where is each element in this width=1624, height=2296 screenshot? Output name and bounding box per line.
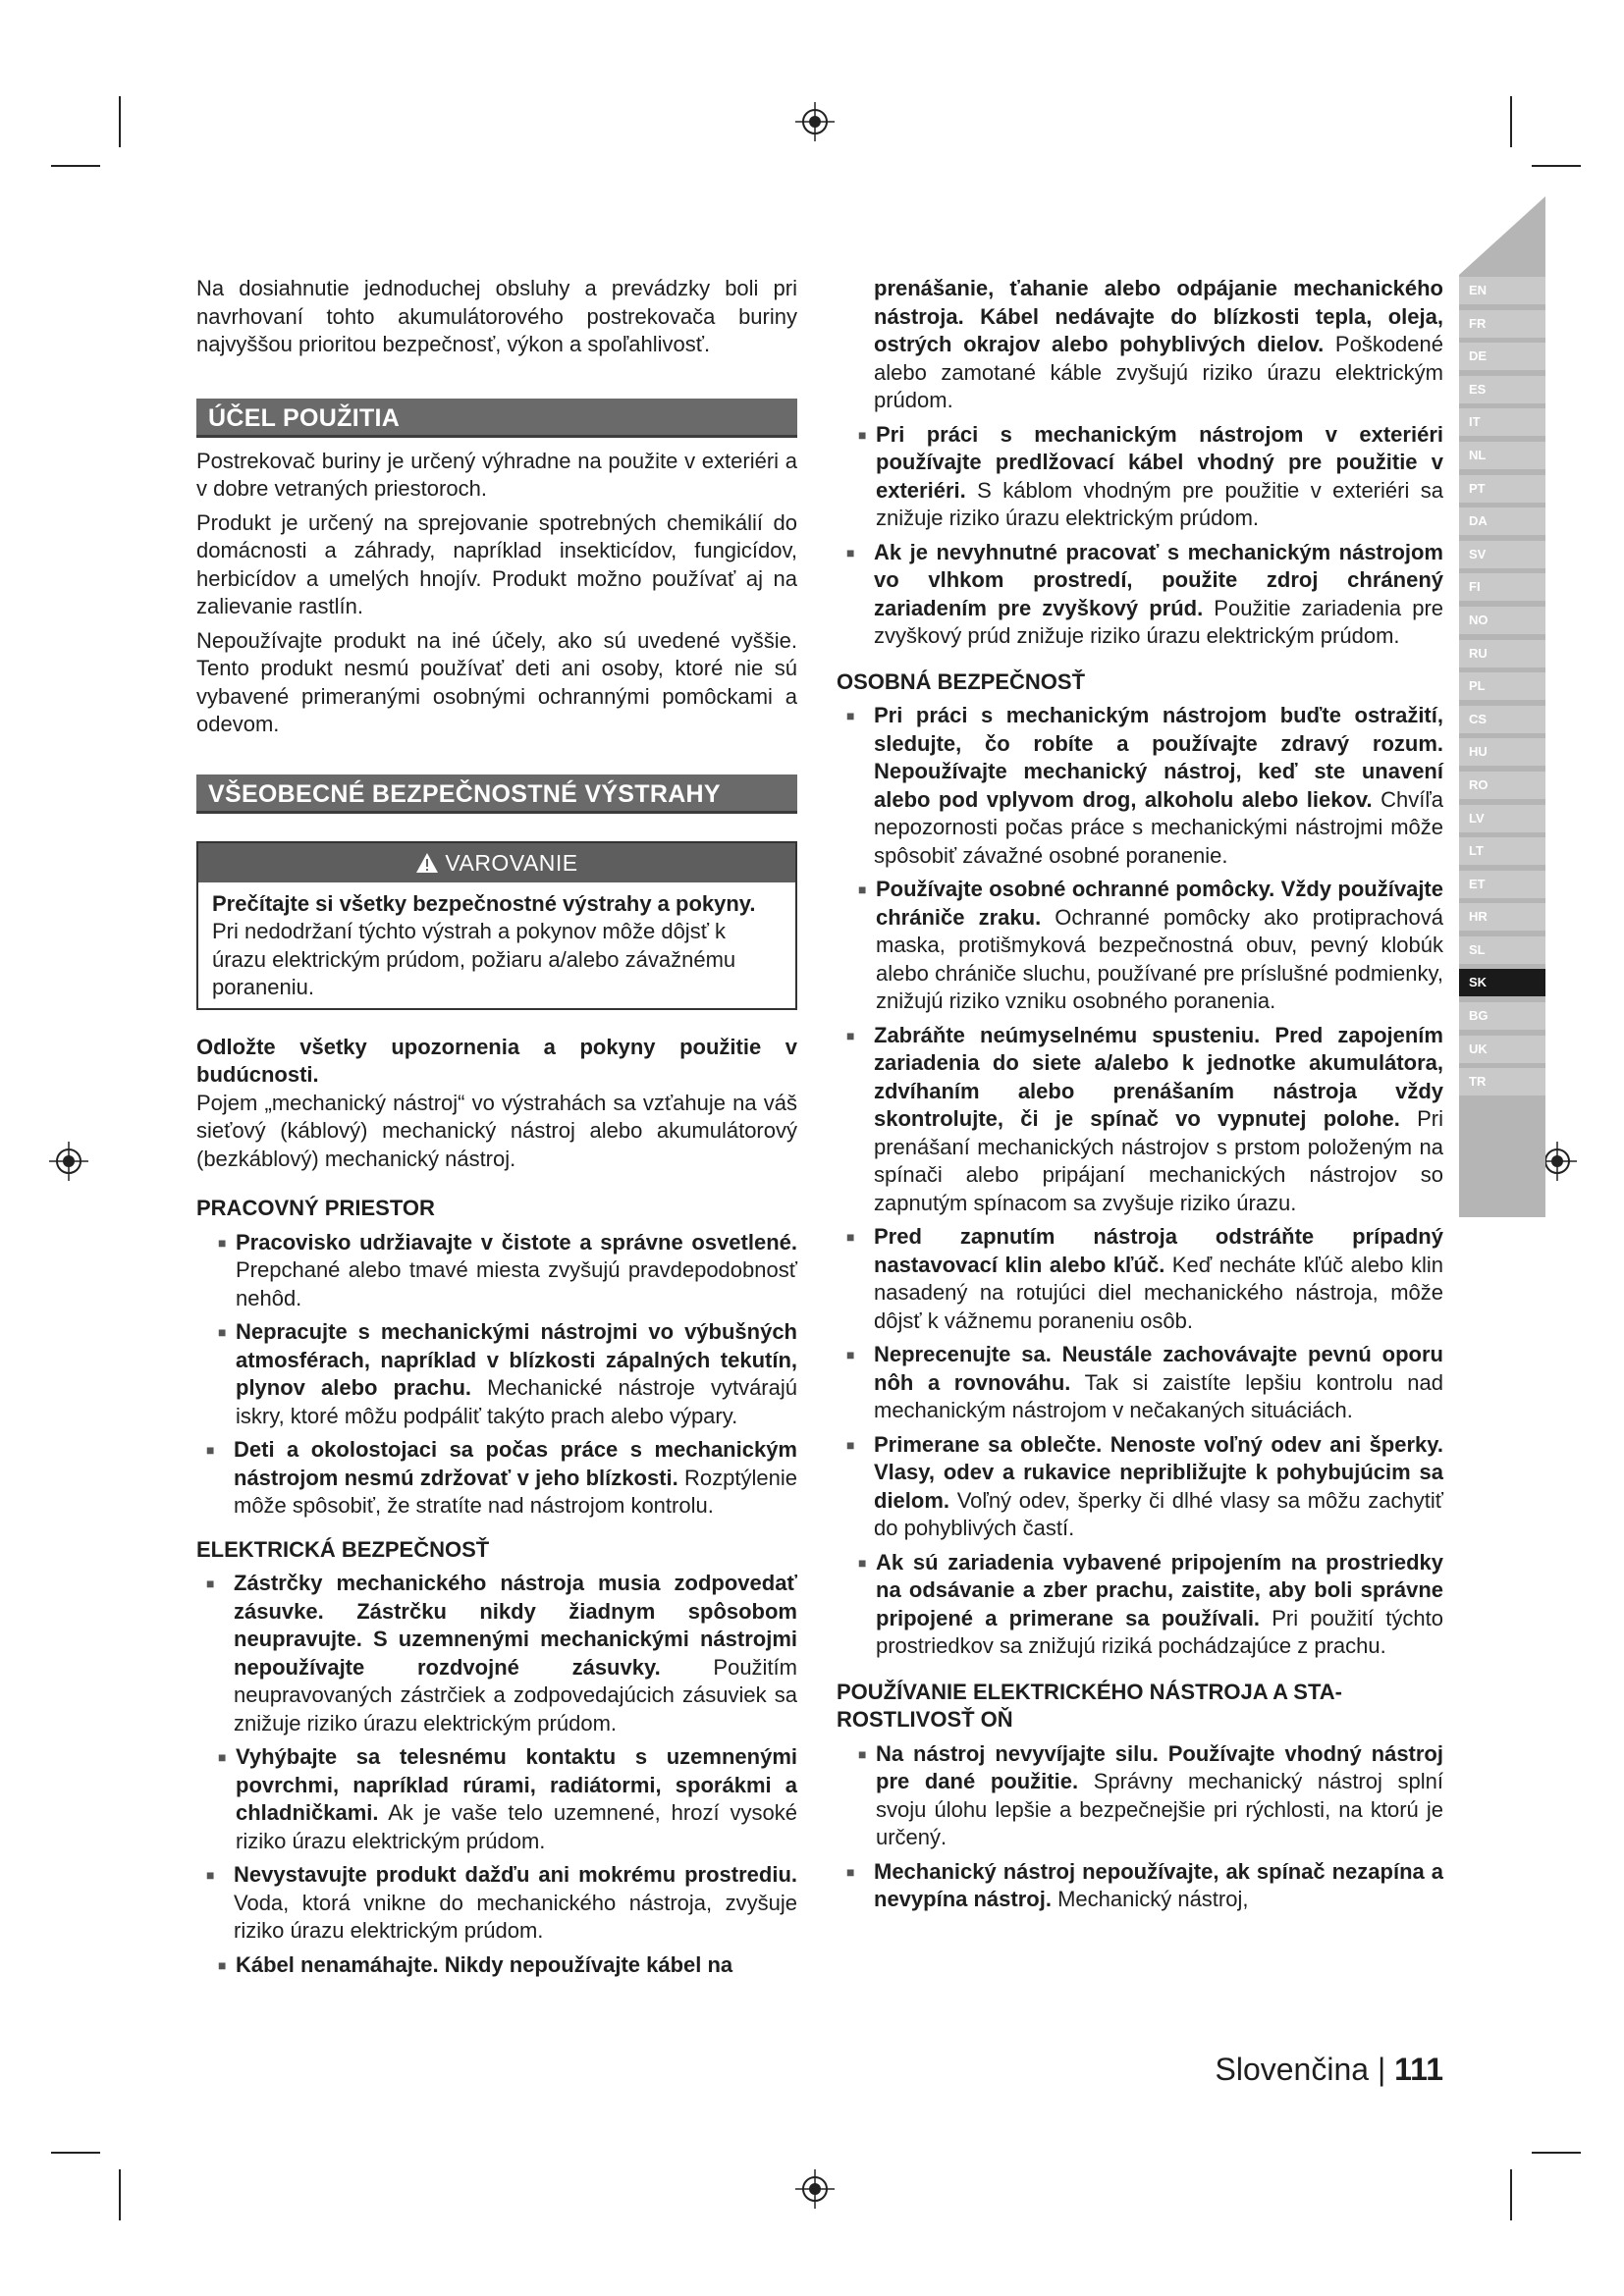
item-bold: Primerane sa oblečte. Nenoste voľný odev ani šperky. Vlasy, odev a rukavice nepribližujte k pohybujúcim sa dielom. — [874, 1431, 1443, 1513]
language-tab-sv[interactable]: SV — [1459, 541, 1545, 568]
warning-box — [196, 841, 797, 1010]
page-number: 111 — [1394, 2052, 1443, 2087]
item-text: Mechanický nástroj, — [1051, 1887, 1249, 1911]
crop-mark — [1510, 2169, 1512, 2220]
item-bold: Pri práci s mechanickým nástrojom buďte ostražití, sledujte, čo robíte a používajte zdravý rozum. Nepoužívajte mechanický nástroj, keď ste unavení alebo pod vplyvom drog, alkoholu alebo liekov. — [874, 703, 1443, 812]
item-bold: Deti a okolostojaci sa počas práce s mechanickým nástrojom nesmú zdržovať v jeho blízkosti. — [234, 1437, 797, 1490]
item-bold: prenášanie, ťahanie alebo odpájanie mechanického nástroja. Kábel nedávajte do blízkosti tepla, oleja, ostrých okrajov alebo pohyblivých dielov. — [874, 276, 1443, 356]
list-item — [837, 1431, 1443, 1543]
crop-mark — [119, 96, 121, 147]
bullet-icon: ■ — [858, 1554, 867, 1571]
bullet-icon: ■ — [846, 544, 855, 561]
left-column — [196, 275, 797, 1985]
list-item — [196, 1861, 797, 1946]
language-tab-lv[interactable]: LV — [1459, 805, 1545, 832]
crop-mark — [51, 165, 100, 167]
item-bold: Ak sú zariadenia vybavené pripojením na prostriedky na odsávanie a zber prachu, zaistite, aby boli správne pripojené a primerane sa používali. — [876, 1549, 1443, 1630]
registration-mark-icon — [795, 102, 835, 141]
language-tab-nl[interactable]: NL — [1459, 442, 1545, 469]
purpose-paragraph: Nepoužívajte produkt na iné účely, ako sú uvedené vyššie. Tento produkt nesmú používať deti ani osoby, ktoré nie sú vybavené primeranými osobnými ochrannými pomôckami a odevom. — [196, 627, 797, 736]
bullet-icon: ■ — [218, 1234, 227, 1251]
page-footer — [1216, 2052, 1444, 2088]
list-item — [837, 1740, 1443, 1852]
list-item — [837, 1341, 1443, 1425]
language-tab-tr[interactable]: TR — [1459, 1068, 1545, 1095]
item-bold: Nevystavujte produkt dažďu ani mokrému prostrediu. — [234, 1862, 797, 1887]
list-item — [196, 1229, 797, 1313]
bullet-icon: ■ — [846, 1436, 855, 1453]
item-text: Poškodené alebo zamotané káble zvyšujú riziko úrazu elektrickým prúdom. — [874, 332, 1443, 412]
bullet-icon: ■ — [206, 1575, 215, 1591]
language-tab-no[interactable]: NO — [1459, 607, 1545, 634]
footer-separator: | — [1377, 2052, 1386, 2087]
language-tab-it[interactable]: IT — [1459, 408, 1545, 436]
bullet-icon: ■ — [846, 1863, 855, 1880]
warning-text: Pri nedodržaní týchto výstrah a pokynov môže dôjsť k úrazu elektrickým prúdom, požiaru a/alebo závažnému poraneniu. — [212, 919, 736, 999]
subheading-personal: OSOBNÁ BEZPEČNOSŤ — [837, 668, 1086, 694]
warning-body — [198, 882, 795, 1008]
warning-triangle-icon — [415, 852, 439, 874]
crop-mark — [51, 2152, 100, 2154]
footer-language: Slovenčina — [1215, 2052, 1370, 2087]
list-item — [196, 1743, 797, 1855]
list-item — [196, 1570, 797, 1737]
language-tab-cs[interactable]: CS — [1459, 706, 1545, 733]
item-bold: Ak je nevyhnutné pracovať s mechanickým nástrojom vo vlhkom prostredí, použite zdroj chránený zariadením pre zvyškový prúd. — [874, 539, 1443, 620]
item-bold: Mechanický nástroj nepoužívajte, ak spínač nezapína a nevypína nástroj. — [874, 1858, 1443, 1911]
list-item — [837, 1022, 1443, 1218]
list-item — [837, 421, 1443, 533]
language-tab-en[interactable]: EN — [1459, 277, 1545, 304]
item-text: Mechanické nástroje vytvárajú iskry, ktoré môžu podpáliť takýto prach alebo výpary. — [236, 1375, 797, 1428]
language-tab-pl[interactable]: PL — [1459, 672, 1545, 700]
item-bold: Používajte osobné ochranné pomôcky. Vždy používajte chrániče zraku. — [876, 877, 1443, 930]
item-bold: Zástrčky mechanického nástroja musia zodpovedať zásuvke. Zástrčku nikdy žiadnym spôsobom neupravujte. S uzemnenými mechanickými nástrojmi nepoužívajte rozdvojné zásuvky. — [234, 1571, 797, 1680]
warning-title: VAROVANIE — [445, 849, 578, 876]
language-tab-pt[interactable]: PT — [1459, 475, 1545, 503]
crop-mark — [1532, 165, 1581, 167]
language-tab-fr[interactable]: FR — [1459, 310, 1545, 338]
item-text: Použitie zariadenia pre zvyškový prúd znižuje riziko úrazu elektrickým prúdom. — [874, 595, 1444, 648]
language-tab-hu[interactable]: HU — [1459, 738, 1545, 766]
item-text: Správny mechanický nástroj splní svoju úlohu lepšie a bezpečnejšie pri rýchlosti, na ktorú je určený. — [876, 1769, 1443, 1849]
keep-instructions: Odložte všetky upozornenia a pokyny použitie v budúcnosti. — [196, 1034, 797, 1087]
item-text: Rozptýlenie môže spôsobiť, že stratíte nad nástrojom kontrolu. — [234, 1465, 797, 1518]
item-text: Ak je vaše telo uzemnené, hrozí vysoké riziko úrazu elektrickým prúdom. — [236, 1800, 797, 1853]
registration-mark-icon — [49, 1142, 88, 1181]
language-tab-ro[interactable]: RO — [1459, 772, 1545, 799]
bullet-spacer — [837, 275, 874, 415]
crop-mark — [1532, 2152, 1581, 2154]
list-item — [196, 1951, 797, 1980]
subheading-work-area: PRACOVNÝ PRIESTOR — [196, 1196, 435, 1220]
item-bold: Kábel nenamáhajte. Nikdy nepoužívajte kábel na — [236, 1951, 733, 1977]
list-item — [196, 1436, 797, 1521]
list-item — [837, 1858, 1443, 1914]
bullet-icon: ■ — [858, 1745, 867, 1762]
item-text: Keď necháte kľúč alebo klin nasadený na rotujúci diel mechanického nástroja, môže dôjsť k vážnemu poraneniu osôb. — [874, 1252, 1443, 1333]
item-bold: Zabráňte neúmyselnému spusteniu. Pred zapojením zariadenia do siete a/alebo k jednotke akumulátora, zdvíhaním alebo prenášaním nástroja vždy skontrolujte, či je spínač vo vypnutej polohe. — [874, 1022, 1443, 1131]
bullet-icon: ■ — [858, 881, 867, 897]
item-text: Tak si zaistíte lepšiu kontrolu nad mechanickým nástrojom v nečakaných situáciách. — [874, 1369, 1443, 1422]
item-bold: Vyhýbajte sa telesnému kontaktu s uzemnenými povrchmi, napríklad rúrami, radiátormi, sporákmi a chladničkami. — [236, 1744, 797, 1825]
item-text: Pri použití týchto prostriedkov sa znižujú riziká pochádzajúce z prachu. — [876, 1605, 1444, 1658]
language-tabs — [1459, 277, 1545, 1101]
list-item — [837, 539, 1443, 651]
bullet-icon: ■ — [206, 1442, 215, 1458]
language-tab-ru[interactable]: RU — [1459, 640, 1545, 667]
warning-bold-text: Prečítajte si všetky bezpečnostné výstrahy a pokyny. — [212, 890, 756, 916]
bullet-icon: ■ — [846, 1347, 855, 1362]
section-heading-general: VŠEOBECNÉ BEZPEČNOSTNÉ VÝSTRAHY — [196, 774, 797, 814]
item-bold: Neprecenujte sa. Neustále zachovávajte pevnú oporu nôh a rovnováhu. — [874, 1342, 1443, 1395]
bullet-icon: ■ — [858, 426, 867, 443]
language-tab-bg[interactable]: BG — [1459, 1002, 1545, 1030]
crop-mark — [1510, 96, 1512, 147]
bullet-icon: ■ — [206, 1867, 215, 1883]
subheading-usage: POUŽÍVANIE ELEKTRICKÉHO NÁSTROJA A STA-ROSTLIVOSŤ OŇ — [837, 1679, 1342, 1732]
item-bold: Pred zapnutím nástroja odstráňte prípadný nastavovací klin alebo kľúč. — [874, 1224, 1443, 1277]
item-text: Pri prenášaní mechanických nástrojov s prstom položeným na spínači alebo pripájaní mechanických nástrojov so zapnutým spínacom sa zvyšuje riziko úrazu. — [874, 1106, 1443, 1215]
language-tab-lt[interactable]: LT — [1459, 837, 1545, 865]
item-bold: Pri práci s mechanickým nástrojom v exteriéri používajte predlžovací kábel vhodný pre použitie v exteriéri. — [876, 421, 1443, 503]
purpose-paragraph: Produkt je určený na sprejovanie spotrebných chemikálií do domácnosti a záhrady, napríklad insekticídov, fungicídov, herbicídov a umelých hnojív. Produkt možno používať aj na zalievanie rastlín. — [196, 509, 797, 618]
item-text: S káblom vhodným pre použitie v exteriéri sa znižuje riziko úrazu elektrickým prúdom. — [876, 477, 1443, 530]
bullet-icon: ■ — [218, 1324, 227, 1340]
bullet-icon: ■ — [218, 1956, 227, 1973]
bullet-icon: ■ — [846, 1027, 855, 1043]
subheading-electrical: ELEKTRICKÁ BEZPEČNOSŤ — [196, 1536, 490, 1562]
right-column — [837, 275, 1443, 1920]
language-tab-sk[interactable]: SK — [1459, 969, 1545, 996]
language-tab-da[interactable]: DA — [1459, 507, 1545, 535]
bullet-icon: ■ — [846, 1229, 855, 1245]
language-tab-fi[interactable]: FI — [1459, 573, 1545, 601]
intro-text: Na dosiahnutie jednoduchej obsluhy a prevádzky boli pri navrhovaní tohto akumulátorového postrekovača buriny najvyššou prioritou bezpečnosť, výkon a spoľahlivosť. — [196, 276, 797, 356]
language-tab-uk[interactable]: UK — [1459, 1036, 1545, 1063]
section-heading-purpose: ÚČEL POUŽITIA — [196, 399, 797, 438]
item-text: Použitím neupravovaných zástrčiek a zodpovedajúcich zásuviek sa znižuje riziko úrazu elektrickým prúdom. — [234, 1654, 797, 1735]
item-bold: Nepracujte s mechanickými nástrojmi vo výbušných atmosférach, napríklad v blízkosti zápalných tekutín, plynov alebo prachu. — [236, 1319, 797, 1400]
item-text: Voda, ktorá vnikne do mechanického nástroja, zvyšuje riziko úrazu elektrickým prúdom. — [234, 1890, 797, 1943]
item-text: Ochranné pomôcky ako protiprachová maska, protišmyková bezpečnostná obuv, pevný klobúk alebo chrániče sluchu, používané pre príslušné podmienky, znižujú riziko vzniku osobného poranenia. — [876, 904, 1444, 1013]
item-text: Chvíľa nepozornosti počas práce s mechanickými nástrojmi môže spôsobiť závažné osobné poranenie. — [874, 786, 1444, 868]
bullet-icon: ■ — [218, 1749, 227, 1765]
language-tab-de[interactable]: DE — [1459, 343, 1545, 370]
list-item — [196, 1318, 797, 1430]
language-tab-sl[interactable]: SL — [1459, 936, 1545, 964]
item-bold: Pracovisko udržiavajte v čistote a správne osvetlené. — [236, 1229, 797, 1255]
crop-mark — [119, 2169, 121, 2220]
warning-header — [198, 843, 795, 882]
bullet-icon: ■ — [846, 708, 855, 723]
registration-mark-icon — [795, 2169, 835, 2209]
list-item — [837, 1549, 1443, 1661]
language-tab-es[interactable]: ES — [1459, 376, 1545, 403]
language-tab-hr[interactable]: HR — [1459, 903, 1545, 931]
purpose-paragraph: Postrekovač buriny je určený výhradne na použite v exteriéri a v dobre vetraných priestoroch. — [196, 448, 797, 501]
language-tab-et[interactable]: ET — [1459, 871, 1545, 898]
item-bold: Na nástroj nevyvíjajte silu. Používajte vhodný nástroj pre dané použitie. — [876, 1740, 1443, 1793]
list-item — [837, 1223, 1443, 1335]
list-item — [837, 702, 1443, 870]
item-text: Prepchané alebo tmavé miesta zvyšujú pravdepodobnosť nehôd. — [236, 1257, 797, 1310]
item-text: Voľný odev, šperky či dlhé vlasy sa môžu zachytiť do pohyblivých častí. — [874, 1487, 1443, 1540]
list-item — [837, 876, 1443, 1016]
list-item-continued — [837, 275, 1443, 415]
term-definition: Pojem „mechanický nástroj“ vo výstrahách sa vzťahuje na váš sieťový (káblový) mechanický nástroj alebo akumulátorový (bezkáblový) mechanický nástroj. — [196, 1090, 797, 1171]
